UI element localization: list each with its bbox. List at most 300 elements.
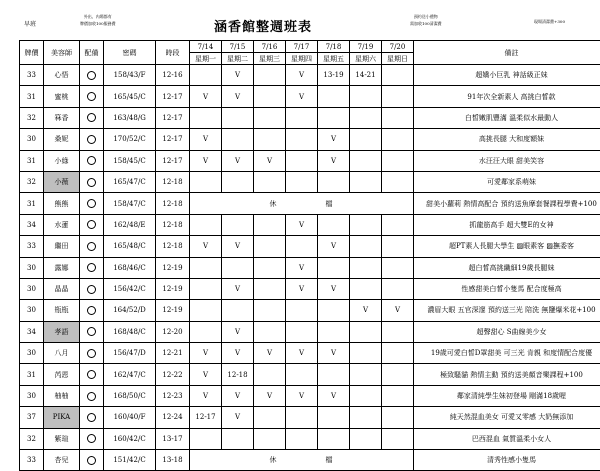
day-cell bbox=[382, 343, 414, 364]
schedule-row bbox=[20, 343, 600, 364]
day-cell bbox=[254, 407, 286, 428]
code-cell: 165/47/C bbox=[104, 171, 156, 192]
col-header-date: 7/16 bbox=[254, 41, 286, 53]
day-cell: V bbox=[318, 129, 350, 150]
match-cell bbox=[80, 171, 104, 192]
circle-mark-icon bbox=[87, 349, 96, 358]
schedule-body bbox=[20, 65, 600, 471]
day-cell bbox=[382, 428, 414, 449]
day-cell bbox=[190, 65, 222, 86]
code-cell: 151/42/C bbox=[104, 450, 156, 471]
circle-mark-icon bbox=[87, 92, 96, 101]
col-header-weekday: 星期一 bbox=[190, 53, 222, 65]
day-cell bbox=[382, 86, 414, 107]
service-fee-note bbox=[80, 13, 116, 27]
day-cell: V bbox=[190, 236, 222, 257]
day-cell bbox=[286, 407, 318, 428]
hours-cell: 13-18 bbox=[156, 450, 190, 471]
day-cell: V bbox=[222, 278, 254, 299]
day-cell: V bbox=[286, 257, 318, 278]
day-cell: V bbox=[190, 343, 222, 364]
day-cell bbox=[286, 364, 318, 385]
day-cell bbox=[286, 129, 318, 150]
price-cell: 37 bbox=[20, 407, 44, 428]
price-cell: 32 bbox=[20, 107, 44, 128]
col-header-name: 美容師 bbox=[44, 41, 80, 65]
remark-cell: 水汪汪大眼 甜美笑容 bbox=[414, 150, 600, 171]
hours-cell: 12-20 bbox=[156, 321, 190, 342]
schedule-row bbox=[20, 321, 600, 342]
day-cell bbox=[254, 257, 286, 278]
hours-cell: 12-18 bbox=[156, 193, 190, 214]
price-cell: 33 bbox=[20, 65, 44, 86]
day-off-label: 休 bbox=[270, 456, 278, 464]
day-cell: V bbox=[286, 278, 318, 299]
day-cell bbox=[350, 150, 382, 171]
price-cell: 30 bbox=[20, 257, 44, 278]
day-off-label: 檔 bbox=[326, 200, 334, 208]
day-cell bbox=[190, 321, 222, 342]
day-cell bbox=[286, 107, 318, 128]
match-cell bbox=[80, 129, 104, 150]
day-cell bbox=[318, 86, 350, 107]
price-cell: 31 bbox=[20, 86, 44, 107]
col-header-weekday: 星期六 bbox=[350, 53, 382, 65]
col-header-weekday: 星期三 bbox=[254, 53, 286, 65]
day-cell: V bbox=[254, 385, 286, 406]
day-cell bbox=[254, 107, 286, 128]
code-cell: 165/48/C bbox=[104, 236, 156, 257]
day-cell bbox=[254, 86, 286, 107]
day-cell bbox=[222, 129, 254, 150]
col-header-date: 7/18 bbox=[318, 41, 350, 53]
day-cell bbox=[350, 321, 382, 342]
match-cell bbox=[80, 300, 104, 321]
price-cell: 30 bbox=[20, 300, 44, 321]
day-cell bbox=[190, 214, 222, 235]
day-cell: V bbox=[286, 343, 318, 364]
day-cell: V bbox=[318, 278, 350, 299]
code-cell: 158/45/C bbox=[104, 150, 156, 171]
circle-mark-icon bbox=[87, 113, 96, 122]
price-cell: 31 bbox=[20, 150, 44, 171]
day-cell: 12-18 bbox=[222, 364, 254, 385]
stylist-name-cell: 小綠 bbox=[44, 150, 80, 171]
remark-cell: 純天然混血美女 可愛又零感 大奶無添加 bbox=[414, 407, 600, 428]
day-cell bbox=[318, 107, 350, 128]
hours-cell: 12-18 bbox=[156, 214, 190, 235]
price-cell: 33 bbox=[20, 236, 44, 257]
hours-cell: 12-19 bbox=[156, 300, 190, 321]
day-cell bbox=[350, 364, 382, 385]
day-cell bbox=[318, 321, 350, 342]
match-cell bbox=[80, 107, 104, 128]
match-cell bbox=[80, 257, 104, 278]
hours-cell: 12-18 bbox=[156, 236, 190, 257]
day-cell: 13-19 bbox=[318, 65, 350, 86]
day-cell bbox=[382, 236, 414, 257]
day-cell bbox=[286, 300, 318, 321]
remark-cell: 超PT素人長腿大學生 ▨眼素客 ▨撫委客 bbox=[414, 236, 600, 257]
code-cell: 168/48/C bbox=[104, 321, 156, 342]
day-cell: V bbox=[222, 321, 254, 342]
day-cell bbox=[254, 214, 286, 235]
stylist-name-cell: 露娜 bbox=[44, 257, 80, 278]
circle-mark-icon bbox=[87, 242, 96, 251]
code-cell: 164/52/D bbox=[104, 300, 156, 321]
col-header-date: 7/20 bbox=[382, 41, 414, 53]
hours-cell: 12-17 bbox=[156, 86, 190, 107]
service-fee-note-line: 牌價加收100服務費 bbox=[80, 20, 116, 27]
circle-mark-icon bbox=[87, 178, 96, 187]
day-off-label: 休 bbox=[270, 200, 278, 208]
match-cell bbox=[80, 86, 104, 107]
day-cell bbox=[350, 257, 382, 278]
day-cell: V bbox=[318, 385, 350, 406]
circle-mark-icon bbox=[87, 456, 96, 465]
day-cell bbox=[382, 214, 414, 235]
match-cell bbox=[80, 385, 104, 406]
circle-mark-icon bbox=[87, 434, 96, 443]
col-header-date: 7/15 bbox=[222, 41, 254, 53]
stylist-name-cell: 瓶瓶 bbox=[44, 300, 80, 321]
day-cell bbox=[318, 407, 350, 428]
day-cell: V bbox=[286, 214, 318, 235]
hours-cell: 12-21 bbox=[156, 343, 190, 364]
page-title: 涵香館整週班表 bbox=[214, 16, 312, 35]
circle-mark-icon bbox=[87, 285, 96, 294]
day-cell bbox=[254, 236, 286, 257]
remark-cell: 極致騷貓 熱情主動 預約送美顏音樂課程+100 bbox=[414, 364, 600, 385]
match-cell bbox=[80, 343, 104, 364]
remark-cell: 清秀性感小隻馬 bbox=[414, 450, 600, 471]
schedule-row bbox=[20, 257, 600, 278]
code-cell: 163/48/G bbox=[104, 107, 156, 128]
day-cell bbox=[286, 236, 318, 257]
day-cell bbox=[382, 321, 414, 342]
hours-cell: 12-22 bbox=[156, 364, 190, 385]
day-cell bbox=[286, 428, 318, 449]
match-cell bbox=[80, 321, 104, 342]
stylist-name-cell: 桑妮 bbox=[44, 129, 80, 150]
day-cell bbox=[222, 214, 254, 235]
remark-cell: 白皙嫩肌豐滿 溫柔似水最動人 bbox=[414, 107, 600, 128]
match-cell bbox=[80, 428, 104, 449]
day-cell bbox=[382, 107, 414, 128]
stylist-name-cell: 八月 bbox=[44, 343, 80, 364]
remark-cell: 甜美小蘿莉 熱情高配合 預約送魚摩套餐課程學費+100 bbox=[414, 193, 600, 214]
remark-cell: 高挑長腿 大和度額妹 bbox=[414, 129, 600, 150]
day-cell bbox=[222, 171, 254, 192]
day-cell: V bbox=[350, 300, 382, 321]
remark-cell: 超白皙高挑纖細19歲長腿妹 bbox=[414, 257, 600, 278]
stylist-name-cell: 晶晶 bbox=[44, 278, 80, 299]
booking-gift-note bbox=[410, 13, 442, 27]
schedule-row bbox=[20, 236, 600, 257]
day-cell bbox=[286, 171, 318, 192]
circle-mark-icon bbox=[87, 263, 96, 272]
day-cell: V bbox=[222, 385, 254, 406]
code-cell: 165/45/C bbox=[104, 86, 156, 107]
price-cell: 33 bbox=[20, 450, 44, 471]
code-cell: 156/47/D bbox=[104, 343, 156, 364]
stylist-name-cell: 蜜桃 bbox=[44, 86, 80, 107]
day-cell: V bbox=[222, 86, 254, 107]
day-off-label: 檔 bbox=[326, 456, 334, 464]
remark-cell: 性感甜美白皙小隻馬 配合度極高 bbox=[414, 278, 600, 299]
remark-cell: 鄰家清純學生妹初登場 剛滿18歲喔 bbox=[414, 385, 600, 406]
schedule-row bbox=[20, 407, 600, 428]
col-header-date: 7/14 bbox=[190, 41, 222, 53]
code-cell: 170/52/C bbox=[104, 129, 156, 150]
service-fee-note-line: 外出、內場都有 bbox=[80, 13, 116, 20]
day-cell bbox=[190, 171, 222, 192]
remark-cell: 抓龍筋高手 超大雙E的女神 bbox=[414, 214, 600, 235]
schedule-row bbox=[20, 300, 600, 321]
remark-cell: 超聲甜心 S曲線美少女 bbox=[414, 321, 600, 342]
circle-mark-icon bbox=[87, 306, 96, 315]
price-cell: 30 bbox=[20, 343, 44, 364]
stylist-name-cell: 杏兒 bbox=[44, 450, 80, 471]
hours-cell: 12-17 bbox=[156, 150, 190, 171]
day-cell: V bbox=[382, 300, 414, 321]
day-cell: V bbox=[190, 129, 222, 150]
price-cell: 31 bbox=[20, 364, 44, 385]
schedule-row bbox=[20, 150, 600, 171]
day-cell: V bbox=[222, 236, 254, 257]
match-cell bbox=[80, 364, 104, 385]
col-header-remark: 備註 bbox=[414, 41, 600, 65]
col-header-weekday: 星期二 bbox=[222, 53, 254, 65]
hours-cell: 12-16 bbox=[156, 65, 190, 86]
circle-mark-icon bbox=[87, 135, 96, 144]
day-cell bbox=[318, 428, 350, 449]
day-cell: V bbox=[286, 385, 318, 406]
price-cell: 30 bbox=[20, 129, 44, 150]
day-cell bbox=[382, 65, 414, 86]
day-cell bbox=[350, 214, 382, 235]
day-cell bbox=[350, 171, 382, 192]
match-cell bbox=[80, 278, 104, 299]
day-cell bbox=[382, 278, 414, 299]
col-header-weekday: 星期五 bbox=[318, 53, 350, 65]
stylist-name-cell: 箖香 bbox=[44, 107, 80, 128]
remark-cell: 可愛鄰家系萌妹 bbox=[414, 171, 600, 192]
circle-mark-icon bbox=[87, 413, 96, 422]
schedule-row bbox=[20, 428, 600, 449]
hours-cell: 12-17 bbox=[156, 107, 190, 128]
day-cell bbox=[254, 278, 286, 299]
col-header-weekday: 星期四 bbox=[286, 53, 318, 65]
code-cell: 158/47/C bbox=[104, 193, 156, 214]
day-off-cell bbox=[190, 193, 414, 214]
remark-cell: 91年次全新素人 高挑白皙款 bbox=[414, 86, 600, 107]
price-cell: 34 bbox=[20, 214, 44, 235]
col-header-date: 7/19 bbox=[350, 41, 382, 53]
day-cell bbox=[190, 428, 222, 449]
header-row-dates bbox=[20, 41, 600, 53]
day-cell bbox=[350, 278, 382, 299]
circle-mark-icon bbox=[87, 199, 96, 208]
day-cell bbox=[382, 150, 414, 171]
circle-mark-icon bbox=[87, 156, 96, 165]
remark-cell: 巴西混血 氣質溫柔小女人 bbox=[414, 428, 600, 449]
price-cell: 30 bbox=[20, 278, 44, 299]
price-cell: 30 bbox=[20, 385, 44, 406]
code-cell: 156/42/C bbox=[104, 278, 156, 299]
day-cell: V bbox=[318, 343, 350, 364]
day-cell bbox=[382, 171, 414, 192]
day-cell bbox=[382, 129, 414, 150]
weekly-schedule-table bbox=[19, 40, 600, 471]
day-cell: V bbox=[222, 407, 254, 428]
day-cell: 14-21 bbox=[350, 65, 382, 86]
circle-mark-icon bbox=[87, 392, 96, 401]
schedule-row bbox=[20, 107, 600, 128]
circle-mark-icon bbox=[87, 370, 96, 379]
stylist-name-cell: PIKA bbox=[44, 407, 80, 428]
stylist-name-cell: 紫瑄 bbox=[44, 428, 80, 449]
day-cell bbox=[350, 236, 382, 257]
hours-cell: 12-19 bbox=[156, 278, 190, 299]
schedule-row bbox=[20, 65, 600, 86]
schedule-row bbox=[20, 385, 600, 406]
col-header-hours: 時段 bbox=[156, 41, 190, 65]
hours-cell: 12-17 bbox=[156, 129, 190, 150]
remark-cell: 超嬌小巨乳 神話級正妹 bbox=[414, 65, 600, 86]
day-cell bbox=[350, 385, 382, 406]
day-cell bbox=[350, 129, 382, 150]
hours-cell: 12-18 bbox=[156, 171, 190, 192]
day-cell: V bbox=[286, 65, 318, 86]
day-cell bbox=[318, 257, 350, 278]
day-cell: V bbox=[222, 65, 254, 86]
schedule-row bbox=[20, 214, 600, 235]
stylist-name-cell: 心悟 bbox=[44, 65, 80, 86]
code-cell: 160/42/C bbox=[104, 428, 156, 449]
hours-cell: 12-19 bbox=[156, 257, 190, 278]
day-cell bbox=[382, 385, 414, 406]
price-cell: 32 bbox=[20, 428, 44, 449]
stylist-name-cell: 芮恩 bbox=[44, 364, 80, 385]
cleaning-fee-note: 現場清潔費+300 bbox=[534, 19, 565, 25]
stylist-name-cell: 柚柚 bbox=[44, 385, 80, 406]
remark-cell: 濃眉大眼 五官深邃 預約送三光 陪洗 無鹽爆米花+100 bbox=[414, 300, 600, 321]
day-cell bbox=[190, 257, 222, 278]
day-cell: V bbox=[190, 385, 222, 406]
day-cell bbox=[254, 428, 286, 449]
match-cell bbox=[80, 65, 104, 86]
code-cell: 158/43/F bbox=[104, 65, 156, 86]
day-cell bbox=[254, 300, 286, 321]
code-cell: 162/47/C bbox=[104, 364, 156, 385]
day-off-cell bbox=[190, 450, 414, 471]
schedule-row bbox=[20, 129, 600, 150]
day-cell: V bbox=[254, 343, 286, 364]
price-cell: 32 bbox=[20, 171, 44, 192]
day-cell bbox=[254, 171, 286, 192]
day-cell bbox=[318, 171, 350, 192]
col-header-price: 牌價 bbox=[20, 41, 44, 65]
day-cell: V bbox=[318, 150, 350, 171]
day-cell bbox=[222, 257, 254, 278]
day-cell bbox=[350, 407, 382, 428]
day-cell bbox=[318, 214, 350, 235]
col-header-date: 7/17 bbox=[286, 41, 318, 53]
match-cell bbox=[80, 193, 104, 214]
booking-gift-note-line: 需加收100清潔費 bbox=[410, 20, 442, 27]
stylist-name-cell: 孝語 bbox=[44, 321, 80, 342]
day-cell bbox=[350, 428, 382, 449]
day-cell: V bbox=[190, 150, 222, 171]
schedule-row bbox=[20, 193, 600, 214]
day-cell bbox=[286, 150, 318, 171]
price-cell: 31 bbox=[20, 193, 44, 214]
day-cell: V bbox=[222, 150, 254, 171]
stylist-name-cell: 繼田 bbox=[44, 236, 80, 257]
stylist-name-cell: 熊熊 bbox=[44, 193, 80, 214]
circle-mark-icon bbox=[87, 71, 96, 80]
hours-cell: 13-17 bbox=[156, 428, 190, 449]
col-header-code: 密碼 bbox=[104, 41, 156, 65]
match-cell bbox=[80, 236, 104, 257]
price-cell: 34 bbox=[20, 321, 44, 342]
schedule-row bbox=[20, 364, 600, 385]
hours-cell: 12-24 bbox=[156, 407, 190, 428]
booking-gift-note-line: 預約送小禮物 bbox=[410, 13, 442, 20]
schedule-row bbox=[20, 450, 600, 471]
day-cell bbox=[286, 321, 318, 342]
day-cell bbox=[222, 300, 254, 321]
day-cell: V bbox=[190, 86, 222, 107]
code-cell: 160/40/F bbox=[104, 407, 156, 428]
circle-mark-icon bbox=[87, 220, 96, 229]
schedule-row bbox=[20, 278, 600, 299]
stylist-name-cell: 水蓮 bbox=[44, 214, 80, 235]
day-cell bbox=[318, 364, 350, 385]
match-cell bbox=[80, 450, 104, 471]
day-cell: V bbox=[254, 150, 286, 171]
code-cell: 162/48/E bbox=[104, 214, 156, 235]
day-cell bbox=[382, 257, 414, 278]
day-cell bbox=[382, 407, 414, 428]
day-cell bbox=[190, 278, 222, 299]
day-cell: V bbox=[222, 343, 254, 364]
shift-label: 早班 bbox=[24, 19, 36, 28]
match-cell bbox=[80, 150, 104, 171]
match-cell bbox=[80, 214, 104, 235]
hours-cell: 12-23 bbox=[156, 385, 190, 406]
day-cell bbox=[190, 300, 222, 321]
day-cell bbox=[318, 300, 350, 321]
day-cell bbox=[254, 129, 286, 150]
day-cell bbox=[350, 343, 382, 364]
col-header-match: 配備 bbox=[80, 41, 104, 65]
day-cell bbox=[350, 86, 382, 107]
circle-mark-icon bbox=[87, 327, 96, 336]
stylist-name-cell: 小薇 bbox=[44, 171, 80, 192]
day-cell bbox=[222, 107, 254, 128]
code-cell: 168/46/C bbox=[104, 257, 156, 278]
day-cell bbox=[190, 107, 222, 128]
match-cell bbox=[80, 407, 104, 428]
day-cell: V bbox=[286, 86, 318, 107]
day-cell bbox=[350, 107, 382, 128]
day-cell bbox=[382, 364, 414, 385]
remark-cell: 19歲可愛白皙D罩甜美 可三光 肯親 和度情配合度優 bbox=[414, 343, 600, 364]
code-cell: 168/50/C bbox=[104, 385, 156, 406]
day-cell bbox=[254, 364, 286, 385]
